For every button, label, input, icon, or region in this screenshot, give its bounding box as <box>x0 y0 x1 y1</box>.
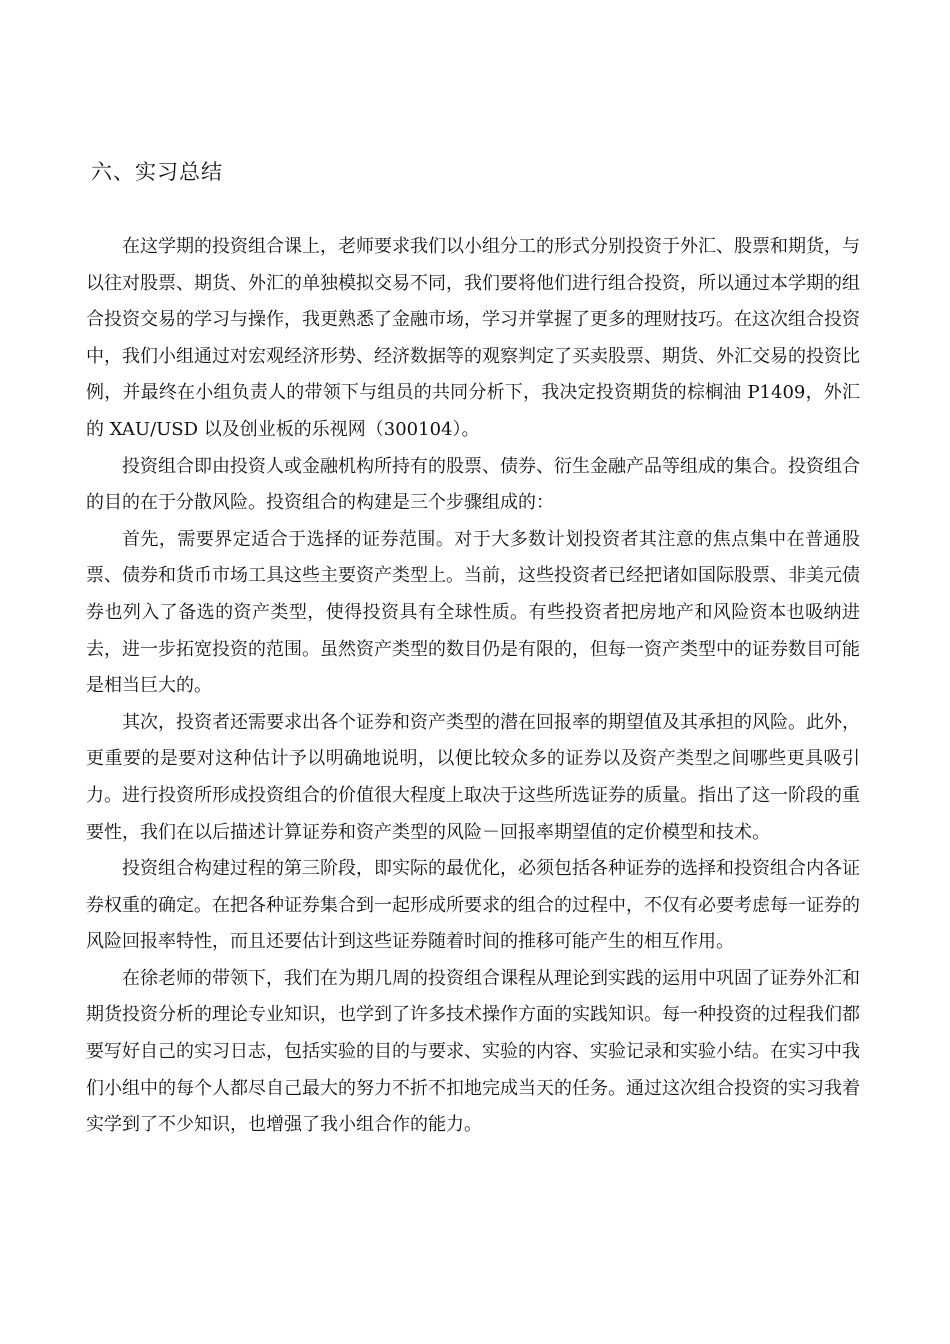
paragraph-definition: 投资组合即由投资人或金融机构所持有的股票、债券、衍生金融产品等组成的集合。投资组合的目的在于分散风险。投资组合的构建是三个步骤组成的： <box>86 455 860 514</box>
paragraph-step-three: 投资组合构建过程的第三阶段，即实际的最优化，必须包括各种证券的选择和投资组合内各证券权重的确定。在把各种证券集合到一起形成所要求的组合的过程中，不仅有必要考虑每一证券的风险回报率特性，而且还要估计到这些证券随着时间的推移可能产生的相互作用。 <box>86 858 860 953</box>
paragraph-conclusion: 在徐老师的带领下，我们在为期几周的投资组合课程从理论到实践的运用中巩固了证券外汇和期货投资分析的理论专业知识，也学到了许多技术操作方面的实践知识。每一种投资的过程我们都要写好自己的实习日志，包括实验的目的与要求、实验的内容、实验记录和实验小结。在实习中我们小组中的每个人都尽自己最大的努力不折不扣地完成当天的任务。通过这次组合投资的实习我着实学到了不少知识，也增强了我小组合作的能力。 <box>86 967 860 1136</box>
section-body <box>86 229 860 1144</box>
paragraph-intro: 在这学期的投资组合课上，老师要求我们以小组分工的形式分别投资于外汇、股票和期货，与以往对股票、期货、外汇的单独模拟交易不同，我们要将他们进行组合投资，所以通过本学期的组合投资交易的学习与操作，我更熟悉了金融市场，学习并掌握了更多的理财技巧。在这次组合投资中，我们小组通过对宏观经济形势、经济数据等的观察判定了买卖股票、期货、外汇交易的投资比例，并最终在小组负责人的带领下与组员的共同分析下，我决定投资期货的棕榈油 P1409，外汇的 XAU/USD 以及创业板的乐视网（300104）。 <box>86 236 860 440</box>
paragraph-step-two: 其次，投资者还需要求出各个证券和资产类型的潜在回报率的期望值及其承担的风险。此外，更重要的是要对这种估计予以明确地说明，以便比较众多的证券以及资产类型之间哪些更具吸引力。进行投资所形成投资组合的价值很大程度上取决于这些所选证券的质量。指出了这一阶段的重要性，我们在以后描述计算证券和资产类型的风险－回报率期望值的定价模型和技术。 <box>86 711 860 843</box>
paragraph-step-one: 首先，需要界定适合于选择的证券范围。对于大多数计划投资者其注意的焦点集中在普通股票、债券和货币市场工具这些主要资产类型上。当前，这些投资者已经把诸如国际股票、非美元债券也列入了备选的资产类型，使得投资具有全球性质。有些投资者把房地产和风险资本也吸纳进去，进一步拓宽投资的范围。虽然资产类型的数目仍是有限的，但每一资产类型中的证券数目可能是相当巨大的。 <box>86 528 860 697</box>
section-heading: 六、实习总结 <box>91 160 223 184</box>
